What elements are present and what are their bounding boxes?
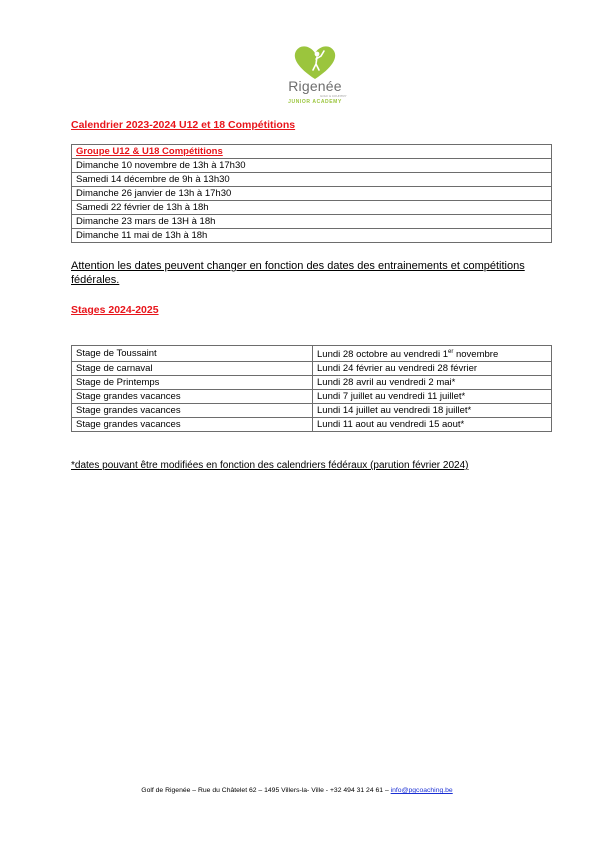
stage-dates: Lundi 7 juillet au vendredi 11 juillet* — [313, 390, 552, 404]
email-link[interactable]: info@pgcoaching.be — [390, 787, 453, 794]
logo-name: Rigenée — [288, 78, 342, 94]
table-row — [72, 390, 552, 404]
calendar-date: Dimanche 10 novembre de 13h à 17h30 — [72, 159, 552, 173]
calendar-date: Dimanche 23 mars de 13H à 18h — [72, 215, 552, 229]
calendar-date: Samedi 22 février de 13h à 18h — [72, 201, 552, 215]
stages-table — [71, 345, 552, 432]
page-footer — [0, 787, 594, 794]
table-row — [72, 376, 552, 390]
stage-name: Stage grandes vacances — [72, 390, 313, 404]
stage-dates: Lundi 14 juillet au vendredi 18 juillet* — [313, 404, 552, 418]
stages-heading: Stages 2024-2025 — [71, 304, 159, 316]
table-row — [72, 229, 552, 243]
stage-name: Stage de Printemps — [72, 376, 313, 390]
stage-name: Stage de Toussaint — [72, 346, 313, 362]
calendar-table — [71, 144, 552, 243]
table-row — [72, 145, 552, 159]
table-row — [72, 215, 552, 229]
logo-subtitle: JUNIOR ACADEMY — [288, 99, 342, 105]
stage-name: Stage de carnaval — [72, 362, 313, 376]
table-row — [72, 346, 552, 362]
calendar-date: Dimanche 26 janvier de 13h à 17h30 — [72, 187, 552, 201]
stage-name: Stage grandes vacances — [72, 418, 313, 432]
stage-dates: Lundi 28 octobre au vendredi 1er novembre — [313, 346, 552, 362]
calendar-date: Samedi 14 décembre de 9h à 13h30 — [72, 173, 552, 187]
stage-name: Stage grandes vacances — [72, 404, 313, 418]
table-row — [72, 362, 552, 376]
table-row — [72, 418, 552, 432]
stage-dates: Lundi 11 aout au vendredi 15 aout* — [313, 418, 552, 432]
golfer-heart-icon — [280, 42, 350, 82]
table-row — [72, 159, 552, 173]
dates-warning: Attention les dates peuvent changer en fonction des dates des entrainements et compétitions fédérales. — [71, 260, 525, 286]
table-row — [72, 187, 552, 201]
stage-dates: Lundi 24 février au vendredi 28 février — [313, 362, 552, 376]
footer-address: Golf de Rigenée – Rue du Châtelet 62 – 1495 Villers-la- Ville - +32 494 31 24 61 – — [141, 787, 391, 794]
calendar-date: Dimanche 11 mai de 13h à 18h — [72, 229, 552, 243]
calendar-heading: Calendrier 2023-2024 U12 et 18 Compétitions — [71, 119, 296, 131]
logo-tagline: GOLF & COUNTRY — [320, 94, 347, 98]
stage-dates: Lundi 28 avril au vendredi 2 mai* — [313, 376, 552, 390]
table-row — [72, 173, 552, 187]
footnote: *dates pouvant être modifiées en fonction des calendriers fédéraux (parution février 2024) — [71, 460, 469, 471]
rigenee-logo — [280, 42, 350, 112]
table-row — [72, 201, 552, 215]
table-row — [72, 404, 552, 418]
group-title: Groupe U12 & U18 Compétitions — [72, 145, 552, 159]
